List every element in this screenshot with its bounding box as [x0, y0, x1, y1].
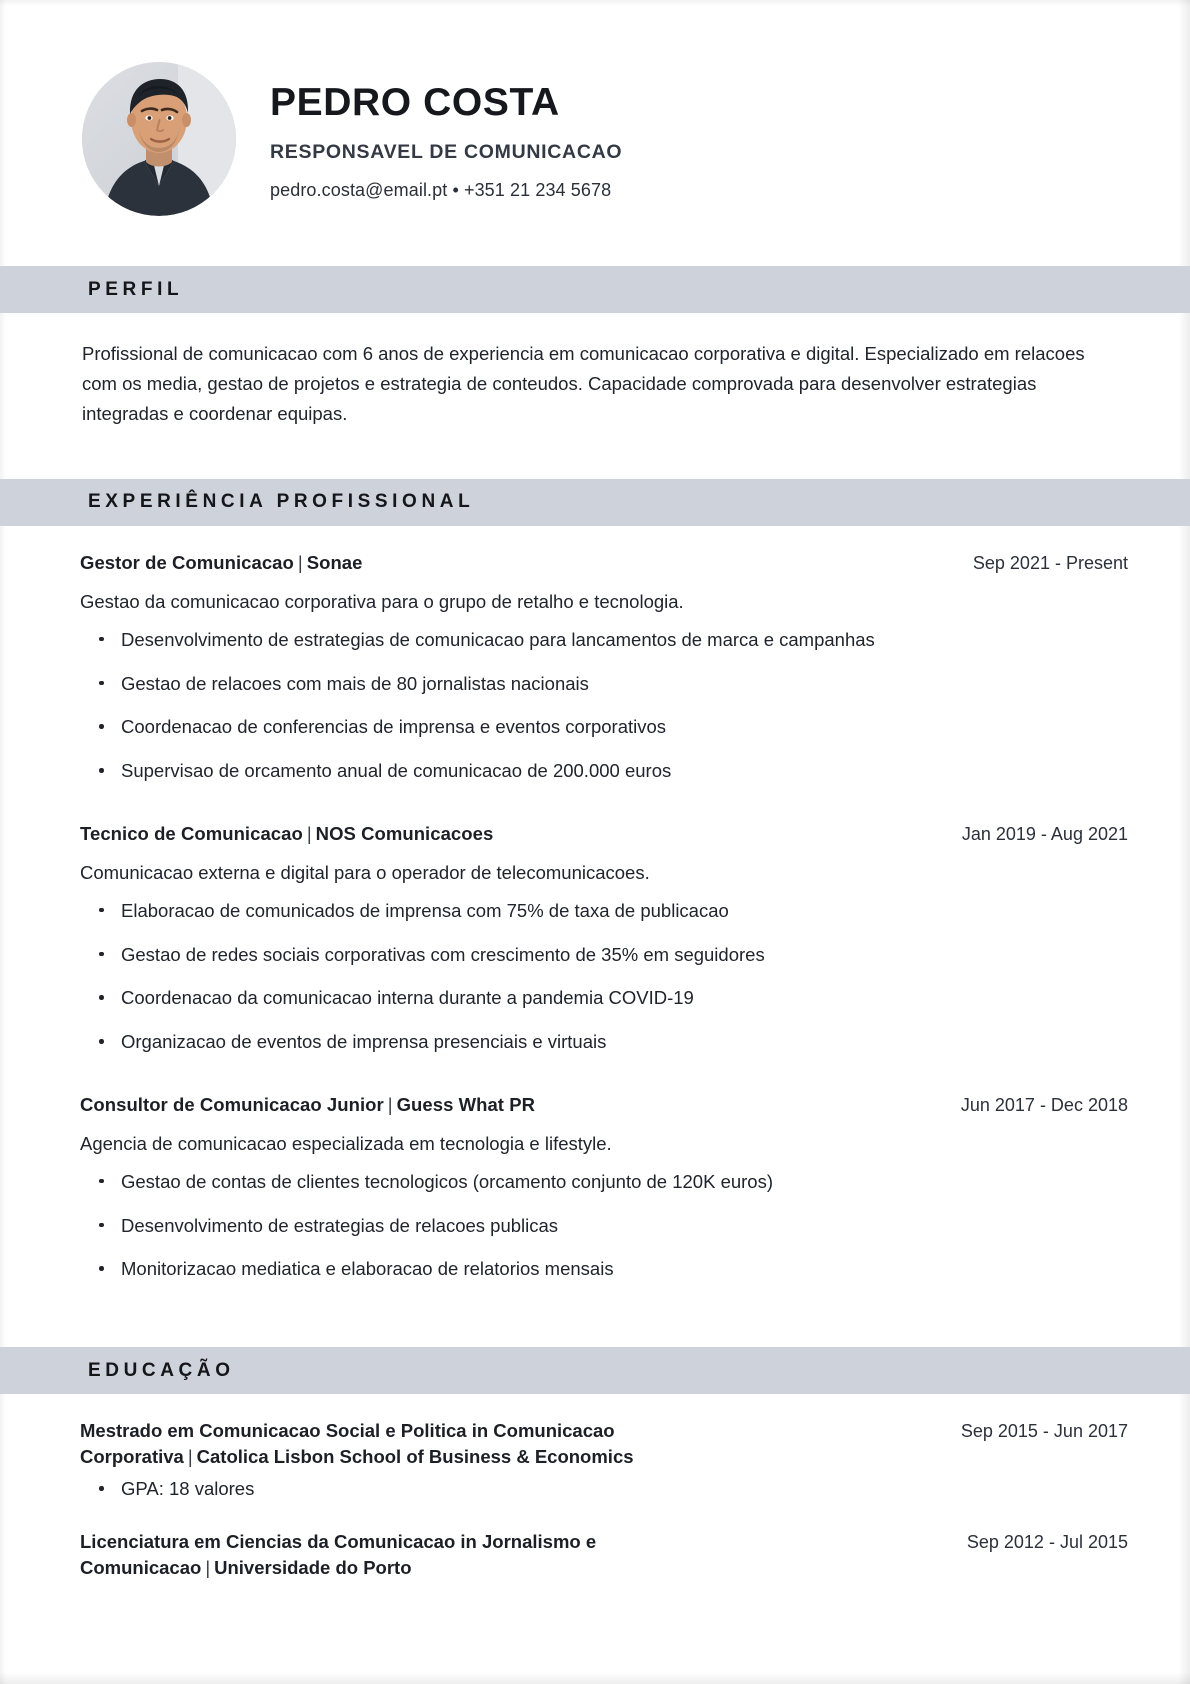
experience-bottom-spacer	[0, 1299, 1190, 1347]
resume-header	[0, 0, 1190, 266]
list-item: Gestao de redes sociais corporativas com crescimento de 35% em seguidores	[80, 941, 1128, 969]
education-degree: Licenciatura em Ciencias da Comunicacao in Jornalismo e Comunicacao	[80, 1530, 597, 1578]
list-item: Supervisao de orcamento anual de comunicacao de 200.000 euros	[80, 757, 1128, 785]
page-title: PEDRO COSTA	[270, 81, 560, 125]
experience-entry	[80, 821, 1128, 1056]
experience-entry-head	[80, 550, 1128, 576]
experience-bullet-list	[80, 626, 1128, 785]
education-entry	[80, 1418, 1128, 1503]
section-header-education	[0, 1347, 1190, 1394]
list-item: GPA: 18 valores	[80, 1475, 1128, 1503]
title-separator: |	[205, 1556, 211, 1578]
title-separator: |	[187, 1445, 193, 1467]
section-title-experience: EXPERIÊNCIA PROFISSIONAL	[88, 491, 475, 513]
education-degree: Mestrado em Comunicacao Social e Politica in Comunicacao Corporativa	[80, 1420, 615, 1467]
education-bullet-list	[80, 1475, 1128, 1503]
avatar	[82, 62, 236, 216]
experience-entry-description: Gestao da comunicacao corporativa para o grupo de retalho e tecnologia.	[80, 591, 684, 613]
entry-spacer	[80, 801, 1128, 821]
experience-entry-date: Jun 2017 - Dec 2018	[960, 1094, 1128, 1115]
headline-job-title: RESPONSAVEL DE COMUNICACAO	[270, 140, 623, 163]
education-entry-head	[80, 1418, 1128, 1469]
page-edge-shadow-bottom	[0, 1672, 1190, 1684]
profile-section-body	[0, 313, 1190, 457]
title-separator: |	[306, 822, 312, 844]
education-entry-head	[80, 1529, 1128, 1580]
education-entry-title	[80, 1529, 780, 1580]
experience-bullet-list	[80, 897, 1128, 1056]
experience-entry-description: Agencia de comunicacao especializada em tecnologia e lifestyle.	[80, 1133, 612, 1155]
experience-company: Guess What PR	[396, 1093, 536, 1115]
list-item: Desenvolvimento de estrategias de relacoes publicas	[80, 1212, 1128, 1240]
experience-entry-title	[80, 1092, 535, 1118]
section-header-perfil	[0, 266, 1190, 313]
experience-entry-title	[80, 550, 363, 576]
experience-entry-head	[80, 1092, 1128, 1118]
experience-entry-head	[80, 821, 1128, 847]
education-entry-date: Sep 2015 - Jun 2017	[960, 1421, 1128, 1442]
experience-entry-date: Jan 2019 - Aug 2021	[961, 823, 1128, 844]
experience-entry	[80, 1092, 1128, 1283]
profile-bottom-spacer	[0, 457, 1190, 479]
education-institution: Universidade do Porto	[214, 1556, 412, 1578]
title-separator: |	[297, 551, 303, 573]
section-header-experience	[0, 479, 1190, 526]
experience-entry	[80, 550, 1128, 785]
education-entry-title	[80, 1418, 780, 1469]
list-item: Coordenacao da comunicacao interna durante a pandemia COVID-19	[80, 984, 1128, 1012]
experience-role: Tecnico de Comunicacao	[80, 822, 303, 844]
experience-bullet-list	[80, 1168, 1128, 1283]
list-item: Gestao de relacoes com mais de 80 jornalistas nacionais	[80, 670, 1128, 698]
experience-role: Consultor de Comunicacao Junior	[80, 1093, 384, 1115]
section-title-education: EDUCAÇÃO	[88, 1359, 235, 1381]
avatar-photo-icon	[82, 62, 236, 216]
education-section-body	[0, 1394, 1190, 1580]
experience-company: NOS Comunicacoes	[315, 822, 494, 844]
list-item: Desenvolvimento de estrategias de comunicacao para lancamentos de marca e campanhas	[80, 626, 1128, 654]
list-item: Elaboracao de comunicados de imprensa com 75% de taxa de publicacao	[80, 897, 1128, 925]
profile-summary-text: Profissional de comunicacao com 6 anos de experiencia em comunicacao corporativa e digital. Especializado em relacoes com os media, gestao de projetos e estrategia de conteudos. Capacidade comprovada para desenvolver estrategias integradas e coordenar equipas.	[82, 343, 1085, 424]
experience-entry-description: Comunicacao externa e digital para o operador de telecomunicacoes.	[80, 862, 650, 884]
education-entry-date: Sep 2012 - Jul 2015	[966, 1531, 1128, 1552]
list-item: Monitorizacao mediatica e elaboracao de relatorios mensais	[80, 1255, 1128, 1283]
list-item: Organizacao de eventos de imprensa presenciais e virtuais	[80, 1028, 1128, 1056]
identity-block	[270, 77, 622, 201]
list-item: Coordenacao de conferencias de imprensa e eventos corporativos	[80, 713, 1128, 741]
title-separator: |	[387, 1093, 393, 1115]
education-institution: Catolica Lisbon School of Business & Economics	[196, 1445, 634, 1467]
experience-section-body	[0, 526, 1190, 1283]
experience-entry-title	[80, 821, 493, 847]
contact-line: pedro.costa@email.pt • +351 21 234 5678	[270, 179, 612, 200]
education-entry	[80, 1529, 1128, 1580]
experience-company: Sonae	[306, 551, 363, 573]
section-title-perfil: PERFIL	[88, 278, 184, 300]
experience-role: Gestor de Comunicacao	[80, 551, 294, 573]
list-item: Gestao de contas de clientes tecnologicos (orcamento conjunto de 120K euros)	[80, 1168, 1128, 1196]
entry-spacer	[80, 1072, 1128, 1092]
experience-entry-date: Sep 2021 - Present	[972, 552, 1128, 573]
